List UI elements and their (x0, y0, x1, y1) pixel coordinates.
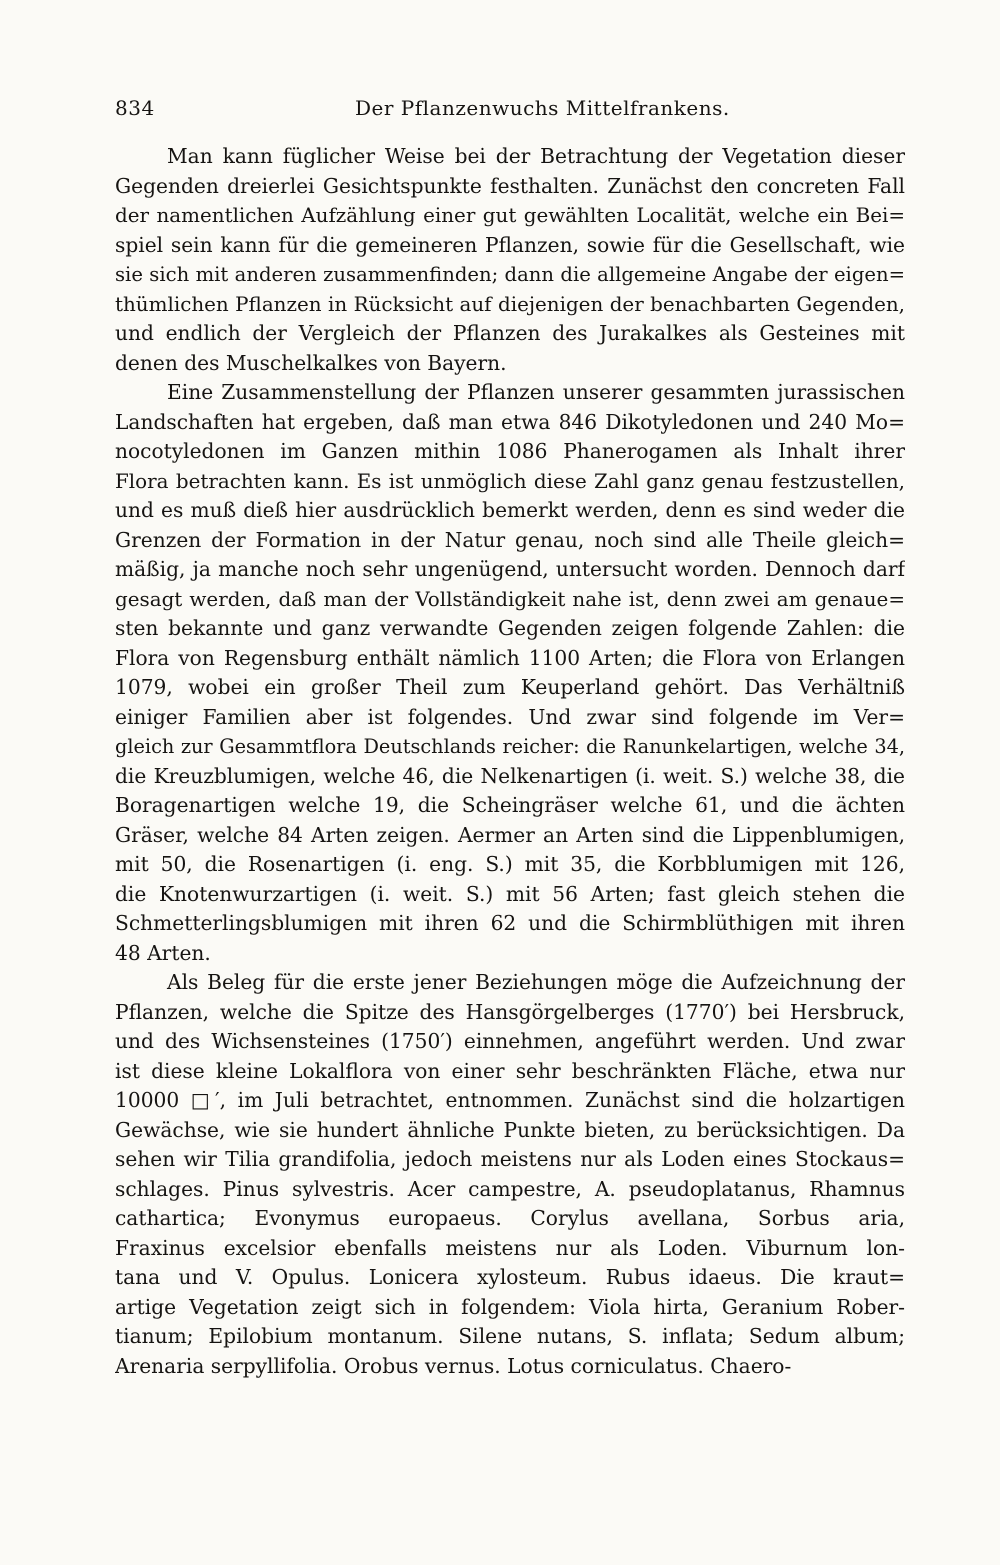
page-header (115, 96, 905, 132)
text-line: einiger Familien aber ist folgendes. Und zwar sind folgende im Ver= (115, 704, 905, 729)
text-line: Schmetterlingsblumigen mit ihren 62 und die Schirmblüthigen mit ihren (115, 911, 905, 935)
text-line: sie sich mit anderen zusammenfinden; dann die allgemeine Angabe der eigen= (115, 263, 905, 286)
running-title: Der Pflanzenwuchs Mittelfrankens. (355, 96, 730, 120)
text-line: 48 Arten. (115, 940, 211, 965)
text-line: mäßig, ja manche noch sehr ungenügend, untersucht worden. Dennoch darf (115, 557, 905, 581)
text-line: denen des Muschelkalkes von Bayern. (115, 350, 507, 375)
text-line: Pflanzen, welche die Spitze des Hansgörgelberges (1770′) bei Hersbruck, (115, 999, 905, 1024)
page-number: 834 (115, 96, 155, 120)
text-line: cathartica; Evonymus europaeus. Corylus avellana, Sorbus aria, (115, 1206, 905, 1230)
text-line: Gegenden dreierlei Gesichtspunkte festhalten. Zunächst den concreten Fall (115, 173, 905, 198)
text-line: mit 50, die Rosenartigen (i. eng. S.) mit 35, die Korbblumigen mit 126, (115, 852, 905, 876)
text-line: die Kreuzblumigen, welche 46, die Nelkenartigen (i. weit. S.) welche 38, die (115, 763, 905, 788)
text-line: der namentlichen Aufzählung einer gut gewählten Localität, welche ein Bei= (115, 204, 905, 227)
text-line: tianum; Epilobium montanum. Silene nutans, S. inflata; Sedum album; (115, 1324, 905, 1348)
text-line: gleich zur Gesammtflora Deutschlands reicher: die Ranunkelartigen, welche 34, (115, 735, 905, 758)
text-line: Als Beleg für die erste jener Beziehungen möge die Aufzeichnung der (167, 970, 905, 994)
text-line: Arenaria serpyllifolia. Orobus vernus. Lotus corniculatus. Chaero- (115, 1353, 792, 1378)
text-line: Boragenartigen welche 19, die Scheingräser welche 61, und die ächten (115, 793, 905, 817)
text-line: Landschaften hat ergeben, daß man etwa 846 Dikotyledonen und 240 Mo= (115, 409, 905, 434)
text-line: thümlichen Pflanzen in Rücksicht auf diejenigen der benachbarten Gegenden, (115, 292, 905, 316)
text-line: ist diese kleine Lokalflora von einer sehr beschränkten Fläche, etwa nur (115, 1058, 905, 1083)
text-line: Flora von Regensburg enthält nämlich 1100 Arten; die Flora von Erlangen (115, 645, 905, 670)
text-line: Gewächse, wie sie hundert ähnliche Punkte bieten, zu berücksichtigen. Da (115, 1117, 905, 1142)
text-line: sehen wir Tilia grandifolia, jedoch meistens nur als Loden eines Stockaus= (115, 1147, 905, 1171)
text-line: Gräser, welche 84 Arten zeigen. Aermer an Arten sind die Lippenblumigen, (115, 822, 905, 847)
paragraph (115, 378, 905, 968)
text-line: spiel sein kann für die gemeineren Pflanzen, sowie für die Gesellschaft, wie (115, 232, 905, 257)
text-line: und endlich der Vergleich der Pflanzen des Jurakalkes als Gesteines mit (115, 321, 905, 345)
text-line: nocotyledonen im Ganzen mithin 1086 Phanerogamen als Inhalt ihrer (115, 439, 905, 463)
text-line: Flora betrachten kann. Es ist unmöglich diese Zahl ganz genau festzustellen, (115, 469, 905, 493)
text-line: Grenzen der Formation in der Natur genau, noch sind alle Theile gleich= (115, 527, 905, 552)
text-line: und es muß dieß hier ausdrücklich bemerkt werden, denn es sind weder die (115, 498, 905, 522)
text-line: Man kann füglicher Weise bei der Betrachtung der Vegetation dieser (167, 144, 905, 168)
text-line: und des Wichsensteines (1750′) einnehmen, angeführt werden. Und zwar (115, 1029, 905, 1053)
text-line: 1079, wobei ein großer Theil zum Keuperland gehört. Das Verhältniß (115, 675, 905, 699)
text-line: schlages. Pinus sylvestris. Acer campestre, A. pseudoplatanus, Rhamnus (115, 1176, 905, 1201)
text-line: Eine Zusammenstellung der Pflanzen unserer gesammten jurassischen (167, 380, 905, 404)
paragraph (115, 142, 905, 378)
text-line: die Knotenwurzartigen (i. weit. S.) mit 56 Arten; fast gleich stehen die (115, 881, 905, 906)
paragraph (115, 968, 905, 1381)
text-line: 10000 □′, im Juli betrachtet, entnommen. Zunächst sind die holzartigen (115, 1088, 905, 1112)
text-line: Fraxinus excelsior ebenfalls meistens nur als Loden. Viburnum lon- (115, 1235, 905, 1260)
text-line: artige Vegetation zeigt sich in folgendem: Viola hirta, Geranium Rober- (115, 1294, 905, 1319)
text-line: gesagt werden, daß man der Vollständigkeit nahe ist, denn zwei am genaue= (115, 587, 905, 611)
text-line: sten bekannte und ganz verwandte Gegenden zeigen folgende Zahlen: die (115, 616, 905, 640)
text-line: tana und V. Opulus. Lonicera xylosteum. Rubus idaeus. Die kraut= (115, 1265, 905, 1289)
body-text (115, 142, 905, 1381)
